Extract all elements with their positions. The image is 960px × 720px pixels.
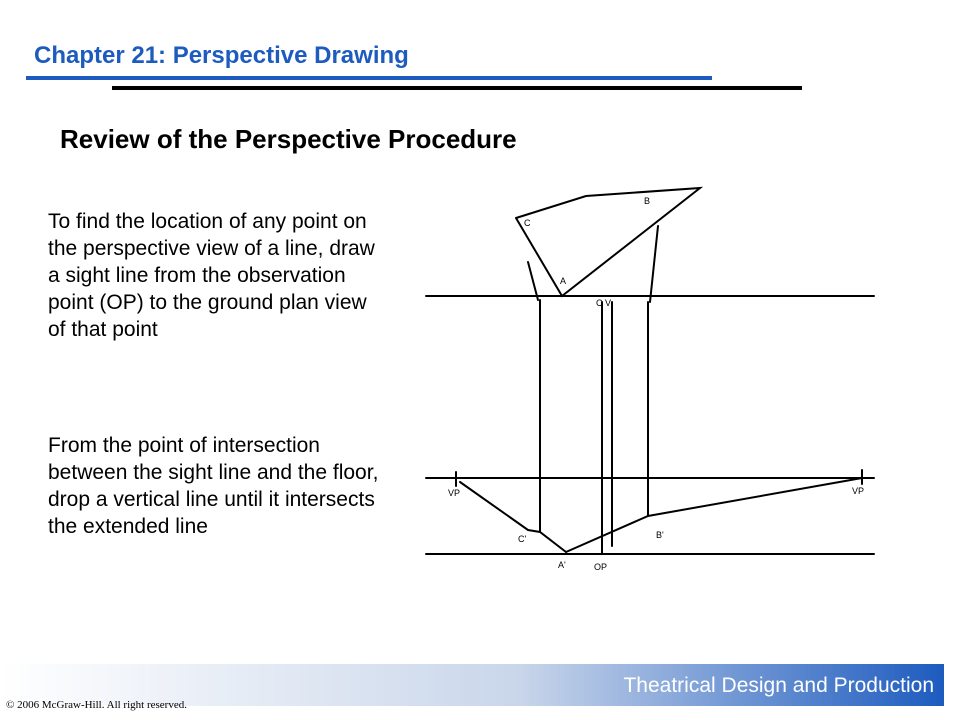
label-a-prime: A': [558, 560, 566, 570]
sight-line-c: [528, 262, 538, 300]
label-vp-left: VP: [448, 488, 461, 498]
body-paragraph-2: From the point of intersection between the sight line and the floor, drop a vertical line until it intersects the extended line: [48, 434, 379, 538]
label-a: A: [560, 276, 567, 286]
label-c: C: [524, 218, 531, 228]
label-cv: C V: [596, 298, 612, 308]
perspective-line-left: [460, 482, 566, 552]
perspective-line-right: [566, 478, 865, 552]
body-paragraph-1: To find the location of any point on the perspective view of a line, draw a sight line from the observation point (OP) to the ground plan view of that point: [48, 210, 375, 341]
label-b-prime: B': [656, 530, 664, 540]
label-b: B: [644, 196, 651, 206]
slide-title: Review of the Perspective Procedure: [60, 124, 517, 154]
copyright-notice: © 2006 McGraw-Hill. All right reserved.: [6, 699, 187, 711]
ground-plan-triangle: [516, 188, 700, 296]
label-vp-right: VP: [852, 486, 865, 496]
label-c-prime: C': [518, 534, 527, 544]
perspective-diagram: [400, 170, 900, 590]
label-op: OP: [594, 562, 608, 572]
chapter-title: Chapter 21: Perspective Drawing: [34, 42, 409, 69]
sight-line-b: [650, 226, 658, 302]
footer-book-title: Theatrical Design and Production: [623, 674, 934, 697]
header-rule-blue: [26, 76, 712, 80]
header-rule-black: [112, 86, 802, 90]
